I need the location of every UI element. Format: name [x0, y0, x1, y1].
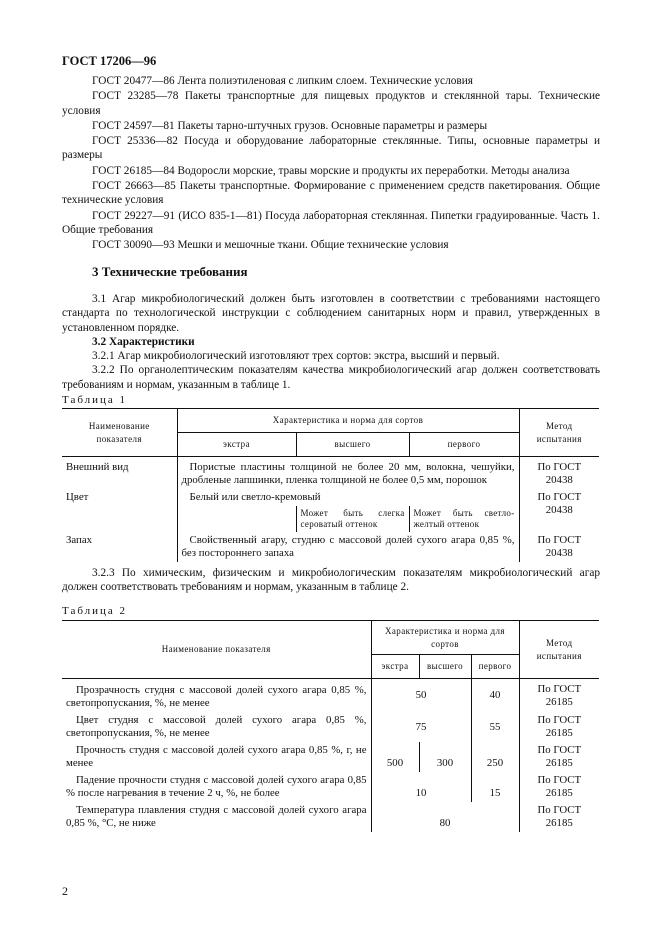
table-row: [62, 457, 599, 490]
t1-cell-value: Белый или светло-кремовый: [189, 491, 321, 503]
t1-cell-name: Запах: [62, 532, 177, 562]
t1-cell-first-note: Может быть светло-желтый оттенок: [409, 506, 519, 532]
table-row: [62, 712, 599, 742]
t1-header-first: первого: [409, 433, 519, 457]
paragraph-3-1: 3.1 Агар микробиологический должен быть изготовлен в соответствии с требованиями настоящего стандарта по технологической инструкции с соблюдением санитарных норм и правил, утвержденных в установленном порядке.: [62, 293, 600, 334]
paragraph-3-2-2: 3.2.2 По органолептическим показателям качества микробиологический агар должен соответствовать требованиям и нормам, указанным в таблице 1.: [62, 364, 600, 391]
reference-item: ГОСТ 23285—78 Пакеты транспортные для пищевых продуктов и стеклянной тары. Технические условия: [62, 90, 600, 117]
document-header: ГОСТ 17206—96: [62, 54, 157, 68]
t2-cell-name: Прозрачность студня с массовой долей сухого агара 0,85 %, светопропускания, %, не менее: [62, 679, 371, 713]
table1-caption: Таблица 1: [62, 394, 128, 406]
table-row: [62, 489, 599, 506]
table-row: [62, 772, 599, 802]
table-2: [62, 620, 599, 832]
t1-header-extra: экстра: [177, 433, 296, 457]
t2-cell-first: 40: [471, 679, 519, 713]
t1-cell-name: Цвет: [62, 489, 177, 532]
subsection-title: 3.2 Характеристики: [92, 335, 195, 348]
t1-header-char: Характеристика и норма для сортов: [177, 409, 519, 433]
t2-cell-first: 55: [471, 712, 519, 742]
t1-cell-method: По ГОСТ 20438: [519, 457, 599, 490]
t1-cell-name: Внешний вид: [62, 457, 177, 490]
t1-header-name: Наименование показателя: [62, 409, 177, 457]
reference-item: ГОСТ 30090—93 Мешки и мешочные ткани. Общие технические условия: [92, 239, 449, 252]
reference-item: ГОСТ 20477—86 Лента полиэтиленовая с липким слоем. Технические условия: [92, 75, 473, 87]
t2-header-name: Наименование показателя: [62, 621, 371, 679]
page-number: 2: [62, 884, 68, 898]
t1-header-method: Метод испытания: [519, 409, 599, 457]
t2-header-method: Метод испытания: [519, 621, 599, 679]
t2-cell-first: 15: [471, 772, 519, 802]
t1-cell-value: Пористые пластины толщиной не более 20 мм, волокна, чешуйки, дробленые лапшинки, пленка толщиной не более 0,5 мм, порошок: [181, 461, 515, 486]
t2-cell-extra-high: 75: [415, 720, 427, 733]
table-row: [62, 802, 599, 832]
t2-header-first: первого: [471, 655, 519, 679]
table-row: [62, 742, 599, 772]
t1-cell-method: По ГОСТ 20438: [519, 532, 599, 562]
t1-header-high: высшего: [296, 433, 409, 457]
t2-cell-method: По ГОСТ 26185: [519, 712, 599, 742]
t2-cell-name: Падение прочности студня с массовой долей сухого агара 0,85 % после нагревания в течение 2 ч, %, не более: [62, 772, 371, 802]
t2-header-high: высшего: [419, 655, 471, 679]
t2-cell-method: По ГОСТ 26185: [519, 802, 599, 832]
t2-header-extra: экстра: [371, 655, 419, 679]
table-1: [62, 408, 599, 562]
t2-cell-method: По ГОСТ 26185: [519, 742, 599, 772]
reference-item: ГОСТ 26663—85 Пакеты транспортные. Формирование с применением средств пакетирования. Общие технические условия: [62, 180, 600, 207]
reference-item: ГОСТ 29227—91 (ИСО 835-1—81) Посуда лабораторная стеклянная. Пипетки градуированные. Часть 1. Общие требования: [62, 209, 600, 236]
t2-cell-extra: 500: [386, 757, 404, 769]
table2-caption: Таблица 2: [62, 605, 128, 617]
t1-cell-method: По ГОСТ 20438: [519, 489, 599, 532]
reference-list: [62, 74, 600, 254]
t2-cell-high: 300: [419, 742, 471, 772]
reference-item: ГОСТ 25336—82 Посуда и оборудование лабораторные стеклянные. Типы, основные параметры и размеры: [62, 135, 600, 162]
section-body: [62, 292, 600, 392]
paragraph-3-2-1: 3.2.1 Агар микробиологический изготовляют трех сортов: экстра, высший и первый.: [92, 350, 500, 363]
t2-header-char: Характеристика и норма для сортов: [371, 621, 519, 655]
t2-cell-method: По ГОСТ 26185: [519, 679, 599, 713]
reference-item: ГОСТ 24597—81 Пакеты тарно-штучных грузов. Основные параметры и размеры: [92, 119, 488, 132]
t2-cell-extra-high: 50: [415, 689, 427, 701]
t2-cell-extra-high: 10: [415, 787, 427, 799]
t2-cell-first: 250: [471, 742, 519, 772]
section-title: 3 Технические требования: [92, 264, 248, 279]
paragraph-3-2-3: [62, 566, 600, 595]
paragraph-3-2-3-text: 3.2.3 По химическим, физическим и микробиологическим показателям микробиологический агар должен соответствовать требованиям и нормам, указанным в таблице 2.: [62, 567, 600, 594]
t2-cell-name: Температура плавления студня с массовой долей сухого агара 0,85 %, °С, не ниже: [62, 802, 371, 832]
t1-cell-high-note: Может быть слегка сероватый оттенок: [296, 506, 409, 532]
reference-item: ГОСТ 26185—84 Водоросли морские, травы морские и продукты их переработки. Методы анализа: [92, 164, 570, 177]
t2-cell-method: По ГОСТ 26185: [519, 772, 599, 802]
table-row: [62, 532, 599, 562]
table-row: [62, 679, 599, 713]
t1-cell-value: Свойственный агару, студню с массовой долей сухого агара 0,85 %, без постороннего запаха: [181, 534, 515, 559]
t2-cell-name: Цвет студня с массовой долей сухого агара 0,85 %, светопропускания, %, не менее: [62, 712, 371, 742]
t2-cell-name: Прочность студня с массовой долей сухого агара 0,85 %, г, не менее: [62, 742, 371, 772]
t2-cell-all: 80: [439, 817, 451, 829]
